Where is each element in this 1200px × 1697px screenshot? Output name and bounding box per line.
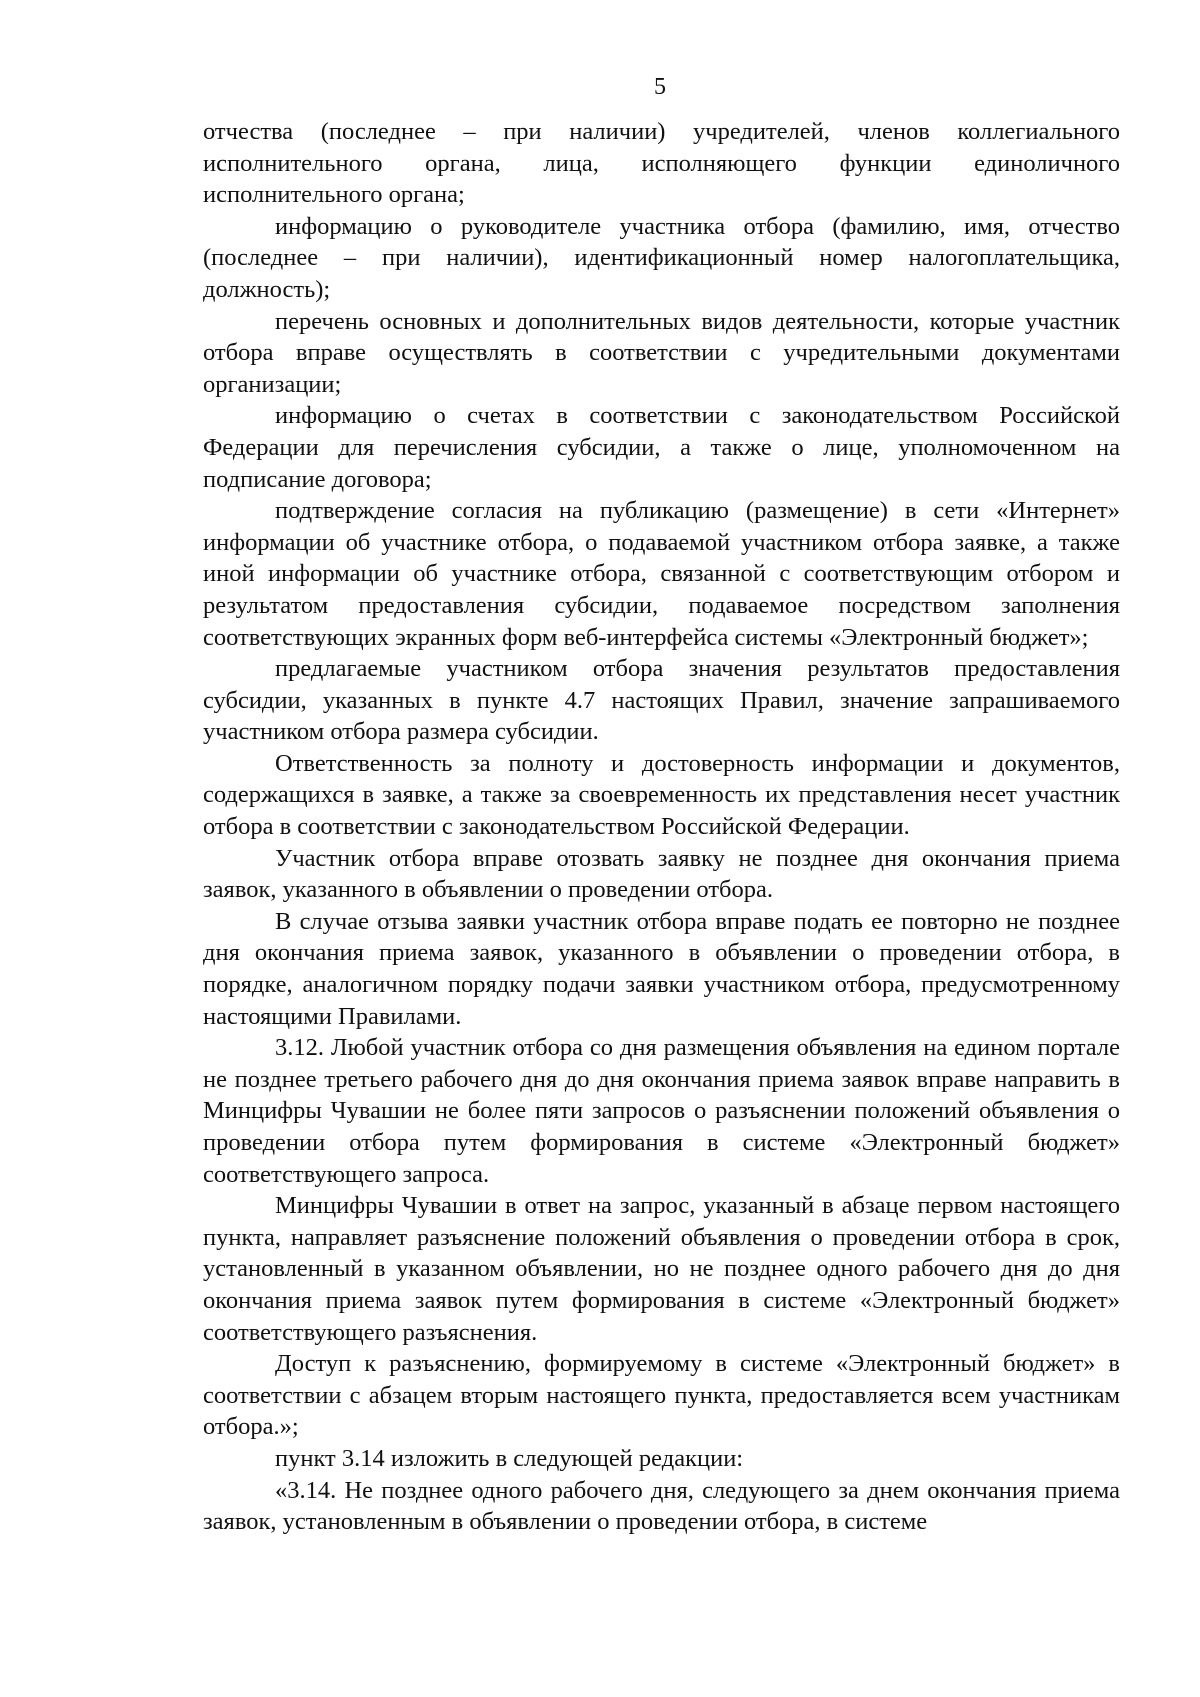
paragraph-proposed-results: предлагаемые участником отбора значения результатов предоставления субсидии, указанных в пункте 4.7 настоящих Правил, значение запрашиваемого участником отбора размера субсидии.	[203, 655, 1120, 746]
paragraph-resubmission: В случае отзыва заявки участник отбора вправе подать ее повторно не позднее дня окончания приема заявок, указанного в объявлении о проведении отбора, в порядке, аналогичном порядку подачи заявки участником отбора, предусмотренному настоящими Правилами.	[203, 907, 1120, 1030]
paragraph-activity-list: перечень основных и дополнительных видов деятельности, которые участник отбора вправе осуществлять в соответствии с учредительными документами организации;	[203, 307, 1120, 398]
paragraph-access-clarification: Доступ к разъяснению, формируемому в системе «Электронный бюджет» в соответствии с абзацем вторым настоящего пункта, предоставляется всем участникам отбора.»;	[203, 1350, 1120, 1441]
paragraph-clause-3-14: «3.14. Не позднее одного рабочего дня, следующего за днем окончания приема заявок, установленным в объявлении о проведении отбора, в системе	[203, 1476, 1120, 1536]
paragraph-withdrawal: Участник отбора вправе отозвать заявку не позднее дня окончания приема заявок, указанного в объявлении о проведении отбора.	[203, 844, 1120, 904]
paragraph-publication-consent: подтверждение согласия на публикацию (размещение) в сети «Интернет» информации об участнике отбора, о подаваемой участником отбора заявке, а также иной информации об участнике отбора, связанной с соответствующим отбором и результатом предоставления субсидии, подаваемое посредством заполнения соответствующих экранных форм веб-интерфейса системы «Электронный бюджет»;	[203, 497, 1120, 651]
paragraph-head-info: информацию о руководителе участника отбора (фамилию, имя, отчество (последнее – при наличии), идентификационный номер налогоплательщика, должность);	[203, 212, 1120, 303]
paragraph-responsibility: Ответственность за полноту и достоверность информации и документов, содержащихся в заявке, а также за своевременность их представления несет участник отбора в соответствии с законодательством Российской Федерации.	[203, 749, 1120, 841]
document-body	[203, 116, 1120, 1538]
paragraph-amend-3-14: пункт 3.14 изложить в следующей редакции:	[275, 1444, 744, 1472]
page-number: 5	[654, 74, 666, 100]
paragraph-accounts-info: информацию о счетах в соответствии с законодательством Российской Федерации для перечисления субсидии, а также о лице, уполномоченном на подписание договора;	[203, 402, 1120, 493]
paragraph-clause-3-12: 3.12. Любой участник отбора со дня размещения объявления на едином портале не позднее третьего рабочего дня до дня окончания приема заявок вправе направить в Минцифры Чувашии не более пяти запросов о разъяснении положений объявления о проведении отбора путем формирования в системе «Электронный бюджет» соответствующего запроса.	[203, 1034, 1120, 1188]
paragraph-founders-continuation: отчества (последнее – при наличии) учредителей, членов коллегиального исполнительного органа, лица, исполняющего функции единоличного исполнительного органа;	[203, 118, 1120, 209]
paragraph-ministry-response: Минцифры Чувашии в ответ на запрос, указанный в абзаце первом настоящего пункта, направляет разъяснение положений объявления о проведении отбора в срок, установленный в указанном объявлении, но не позднее одного рабочего дня до дня окончания приема заявок путем формирования в системе «Электронный бюджет» соответствующего разъяснения.	[203, 1192, 1120, 1346]
